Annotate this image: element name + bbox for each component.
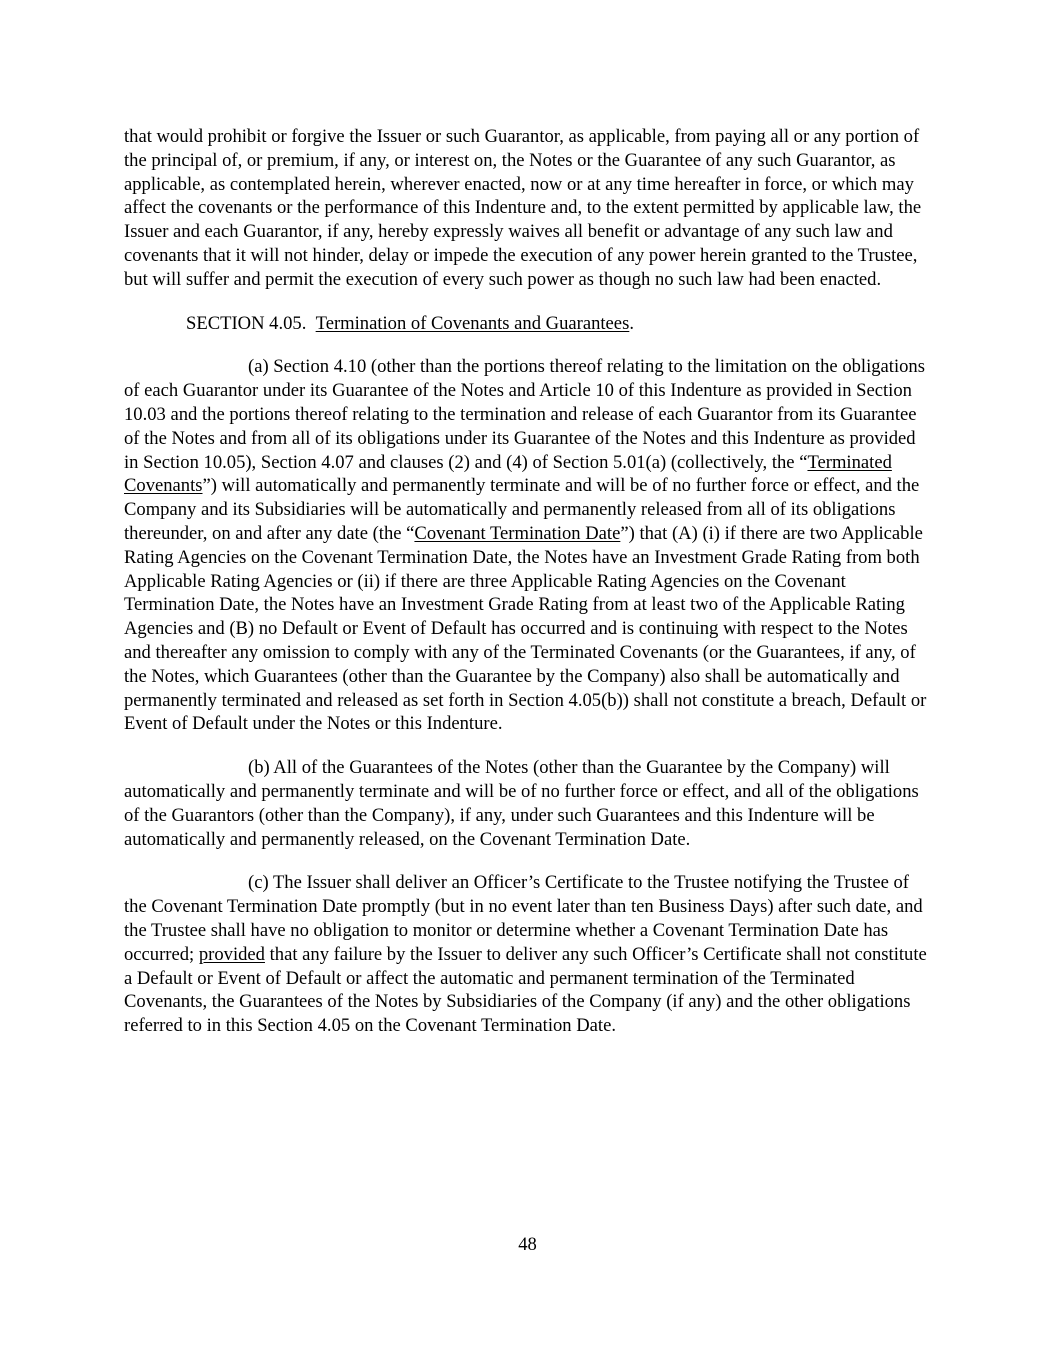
- section-number: SECTION 4.05.: [186, 312, 307, 334]
- section-title-period: .: [629, 312, 634, 334]
- document-page: [124, 125, 934, 1058]
- paragraph-intro: that would prohibit or forgive the Issuer or such Guarantor, as applicable, from paying all or any portion of the principal of, or premium, if any, or interest on, the Notes or the Guarantee of any such Guarantor, as applicable, as contemplated herein, wherever enacted, now or at any time hereafter in force, or which may affect the covenants or the performance of this Indenture and, to the extent permitted by applicable law, the Issuer and each Guarantor, if any, hereby expressly waives all benefit or advantage of any such law and covenants that it will not hinder, delay or impede the execution of any power herein granted to the Trustee, but will suffer and permit the execution of every such power as though no such law had been enacted.: [124, 126, 922, 290]
- paragraph-b: (b) All of the Guarantees of the Notes (other than the Guarantee by the Company) will automatically and permanently terminate and will be of no further force or effect, and all of the obligations of the Guarantors (other than the Company), if any, under such Guarantees and this Indenture will be automatically and permanently released, on the Covenant Termination Date.: [124, 757, 919, 850]
- section-title: Termination of Covenants and Guarantees: [315, 312, 630, 334]
- paragraph-a: [124, 355, 934, 736]
- paragraph-a-part3: ”) that (A) (i) if there are two Applicable Rating Agencies on the Covenant Termination Date, the Notes have an Investment Grade Rating from both Applicable Rating Agencies or (ii) if there are three Applicable Rating Agencies on the Covenant Termination Date, the Notes have an Investment Grade Rating from at least two of the Applicable Rating Agencies and (B) no Default or Event of Default has occurred and is continuing with respect to the Notes and thereafter any omission to comply with any of the Terminated Covenants (or the Guarantees, if any, of the Notes, which Guarantees (other than the Guarantee by the Company) also shall be automatically and permanently terminated and released as set forth in Section 4.05(b)) shall not constitute a breach, Default or Event of Default under the Notes or this Indenture.: [124, 522, 927, 735]
- paragraph-a-part1: (a) Section 4.10 (other than the portions thereof relating to the limitation on the obligations of each Guarantor under its Guarantee of the Notes and Article 10 of this Indenture as provided in Section 10.03 and the portions thereof relating to the termination and release of each Guarantor from its Guarantee of the Notes and from all of its obligations under its Guarantee of the Notes and this Indenture as provided in Section 10.05), Section 4.07 and clauses (2) and (4) of Section 5.01(a) (collectively, the “: [124, 356, 925, 473]
- paragraph-c-part1: (c) The Issuer shall deliver an Officer’s Certificate to the Trustee notifying the Trustee of the Covenant Termination Date promptly (but in no event later than ten Business Days) after such date, and the Trustee shall have no obligation to monitor or determine whether a Covenant Termination Date has occurred;: [124, 872, 923, 965]
- paragraph-c-part2: that any failure by the Issuer to deliver any such Officer’s Certificate shall not constitute a Default or Event of Default or affect the automatic and permanent termination of the Terminated Covenants, the Guarantees of the Notes by Subsidiaries of the Company (if any) and the other obligations referred to in this Section 4.05 on the Covenant Termination Date.: [124, 943, 927, 1037]
- section-heading: [124, 312, 934, 336]
- page-number: 48: [518, 1234, 537, 1255]
- paragraph-a-part2: ”) will automatically and permanently terminate and will be of no further force or effect, and the Company and its Subsidiaries will be automatically and permanently released from all of its obligations thereunder, on and after any date (the “: [124, 475, 920, 544]
- paragraph-c: [124, 871, 934, 1038]
- defined-term-terminated-covenants: Terminated Covenants: [124, 451, 892, 497]
- defined-term-covenant-termination-date: Covenant Termination Date: [414, 522, 621, 544]
- defined-term-provided: provided: [198, 943, 265, 965]
